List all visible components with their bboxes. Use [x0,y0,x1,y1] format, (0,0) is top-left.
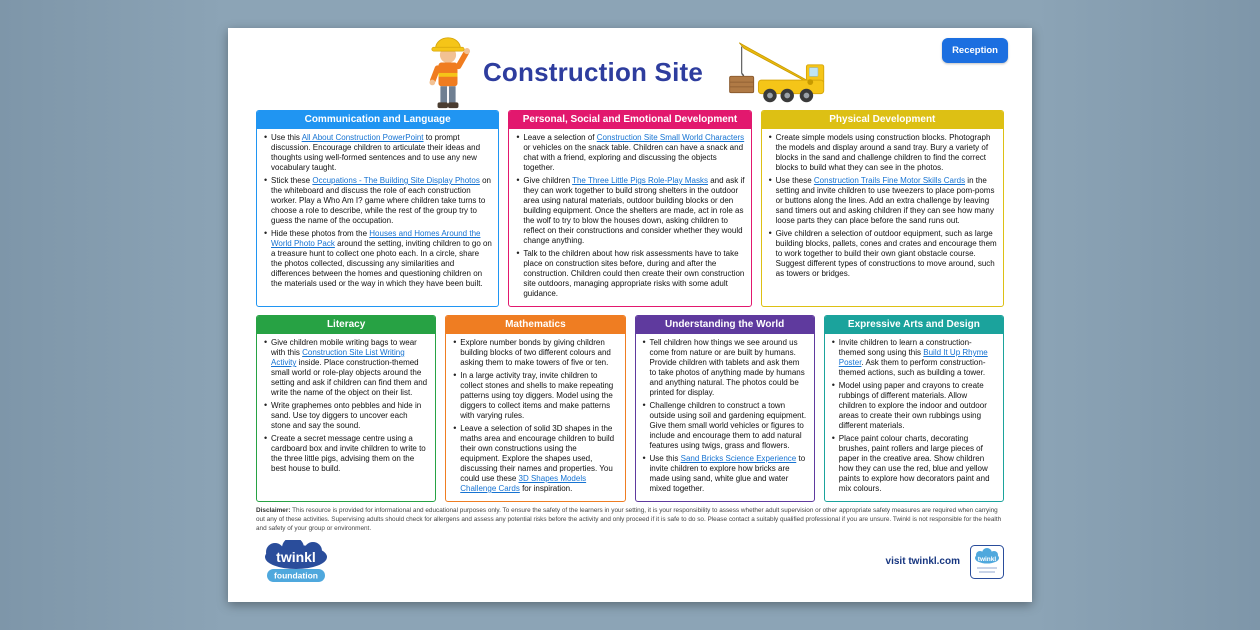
activity-item: • Use this All About Construction PowerPoint to prompt discussion. Encourage children to articulate their ideas and thoughts using well-formed sentences and to use any new vocabulary taught. [263,133,492,173]
section-personal-social-emotional-development [508,110,751,307]
resource-link[interactable]: Build It Up Rhyme Poster [838,348,988,367]
activity-item: • Give children a selection of outdoor equipment, such as large building blocks, pallets, cones and crates and encourage them to work together to build their own giant obstacle course. Suggest different types of constructions to move around, such as towers or bridges. [768,229,997,279]
section-activities [257,129,498,306]
section-header-personal-social-emotional-development: Personal, Social and Emotional Development [509,111,750,129]
activity-item: • Stick these Occupations - The Building Site Display Photos on the whiteboard and discuss the role of each construction worker. Play a Who Am I? game where children take turns to choose a role to describe, while the rest of the group try to guess the name of the occupation. [263,176,492,226]
foundation-ribbon-text: foundation [274,570,318,581]
section-activities [257,334,435,501]
section-activities [825,334,1003,501]
reception-badge[interactable]: Reception [942,38,1008,63]
resource-link[interactable]: Construction Trails Fine Motor Skills Cards [813,176,966,185]
section-header-physical-development: Physical Development [762,111,1003,129]
section-activities [762,129,1003,306]
page-title: Construction Site [482,56,704,87]
resource-link[interactable]: The Three Little Pigs Role-Play Masks [572,176,708,185]
activity-item: • Hide these photos from the Houses and Homes Around the World Photo Pack around the setting, inviting children to go on a treasure hunt to collect one photo each. In a circle, share the photos collected, discussing any similarities and differences between the homes and questioning children on the materials used or the way in which they have been built. [263,229,492,289]
activity-item: • In a large activity tray, invite children to collect stones and shells to make repeating patterns using toy diggers. Model using the diggers to collect items and make patterns with varying rules. [452,371,618,421]
row-bottom [256,315,1004,502]
twinkl-foundation-logo [256,540,336,584]
activity-item: • Give children mobile writing bags to wear with this Construction Site List Writing Activity inside. Place construction-themed small world or role-play objects around the setting and ask if children can find them and write the name of the object on their list. [263,338,429,398]
section-header-mathematics: Mathematics [446,316,624,334]
activity-item: • Talk to the children about how risk assessments have to take place on construction sites before, during and after the construction. Children could then create their own construction site outdoors, managing appropriate risks with some adult guidance. [515,249,744,299]
activity-item: • Use this Sand Bricks Science Experience to invite children to explore how bricks are made using sand, white glue and water mixed together. [642,454,808,494]
resource-link[interactable]: Occupations - The Building Site Display Photos [312,176,480,185]
page-footer [256,539,1004,585]
activity-item: • Model using paper and crayons to create rubbings of different materials. Allow children to explore the indoor and outdoor areas to create their own rubbings using different materials. [831,381,997,431]
activity-item: • Challenge children to construct a town outside using soil and gardening equipment. Give them small world vehicles or figures to include and encourage them to add natural features using twigs, grass and flowers. [642,401,808,451]
badge-logo-text: twinkl [977,555,997,563]
section-expressive-arts-and-design [824,315,1004,502]
section-literacy [256,315,436,502]
section-header-understanding-the-world: Understanding the World [636,316,814,334]
resource-link[interactable]: All About Construction PowerPoint [301,133,424,142]
section-communication-and-language [256,110,499,307]
resource-link[interactable]: 3D Shapes Models Challenge Cards [460,474,587,493]
construction-worker-illustration [423,34,473,110]
activity-item: • Explore number bonds by giving children building blocks of two different colours and asking them to make towers of five or ten. [452,338,618,368]
activity-item: • Write graphemes onto pebbles and hide in sand. Use toy diggers to uncover each stone and say the sound. [263,401,429,431]
activity-item: • Place paint colour charts, decorating brushes, paint rollers and large pieces of paper in the creative area. Show children how they can use the red, blue and yellow paints to explore how decorators paint and mix colours. [831,434,997,494]
activity-item: • Leave a selection of solid 3D shapes in the maths area and encourage children to build their own constructions using the equipment. Explore the shapes used, discussing their names and properties. You could use these 3D Shapes Models Challenge Cards for inspiration. [452,424,618,494]
visit-twinkl-text: visit twinkl.com [885,556,960,568]
resource-link[interactable]: Construction Site Small World Characters [596,133,745,142]
resource-link[interactable]: Sand Bricks Science Experience [680,454,797,463]
activity-item: • Create simple models using construction blocks. Photograph the models and display around a sand tray. Bury a variety of blocks in the sand and challenge children to find the correct blocks to build what they can see in the photos. [768,133,997,173]
page-header [256,34,1004,110]
twinkl-logo-text: twinkl [276,548,316,565]
activity-item: • Invite children to learn a construction-themed song using this Build It Up Rhyme Poster. Ask them to perform construction-themed actions, such as building a tower. [831,338,997,378]
activity-item: • Use these Construction Trails Fine Motor Skills Cards in the setting and invite children to use tweezers to place pom-poms or buttons along the lines. Add an extra challenge by leaving sand timers out and asking children if they can see how many loose parts they can place before the sand runs out. [768,176,997,226]
activity-item: • Create a secret message centre using a cardboard box and invite children to write to the three little pigs, advising them on the best house to build. [263,434,429,474]
activity-item: • Leave a selection of Construction Site Small World Characters or vehicles on the snack table. Children can have a snack and chat with a friend, exploring and discussing the objects together. [515,133,744,173]
section-understanding-the-world [635,315,815,502]
disclaimer [256,507,1004,534]
section-mathematics [445,315,625,502]
section-activities [446,334,624,501]
document-page [228,28,1032,602]
footer-right [886,545,1004,579]
disclaimer-text: This resource is provided for informational and educational purposes only. To ensure the safety of the learners in your setting, it is your responsibility to assess whether adult supervision or other appropriate safety measures are required when carrying out any of these activities. Supervising adults should check for allergens and assess any potential risks before the activity and only proceed if it is safe to do so. Please contact a suitably qualified professional if you are unsure. Twinkl is not responsible for the health and safety of your group or environment. [256,507,1002,532]
section-activities [636,334,814,501]
disclaimer-label: Disclaimer: [256,507,291,514]
activity-item: • Tell children how things we see around us come from nature or are built by humans. Provide children with tablets and ask them to take photos of anything made by humans and anything natural. The photos could be printed for display. [642,338,808,398]
resource-link[interactable]: Houses and Homes Around the World Photo Pack [271,229,481,248]
activity-item: • Give children The Three Little Pigs Role-Play Masks and ask if they can work together to build strong shelters in the outdoor area using natural materials, outdoor building blocks or den building equipment. Once the shelters are made, act in role as the wolf to try to blow the houses down, asking children to reflect on their constructions and consider whether they would change anything. [515,176,744,246]
resource-link[interactable]: Construction Site List Writing Activity [271,348,405,367]
crane-illustration [725,36,837,108]
section-header-communication-and-language: Communication and Language [257,111,498,129]
twinkl-quality-badge-icon [970,545,1004,579]
section-physical-development [761,110,1004,307]
section-header-literacy: Literacy [257,316,435,334]
section-activities [509,129,750,306]
section-header-expressive-arts-and-design: Expressive Arts and Design [825,316,1003,334]
row-top [256,110,1004,307]
